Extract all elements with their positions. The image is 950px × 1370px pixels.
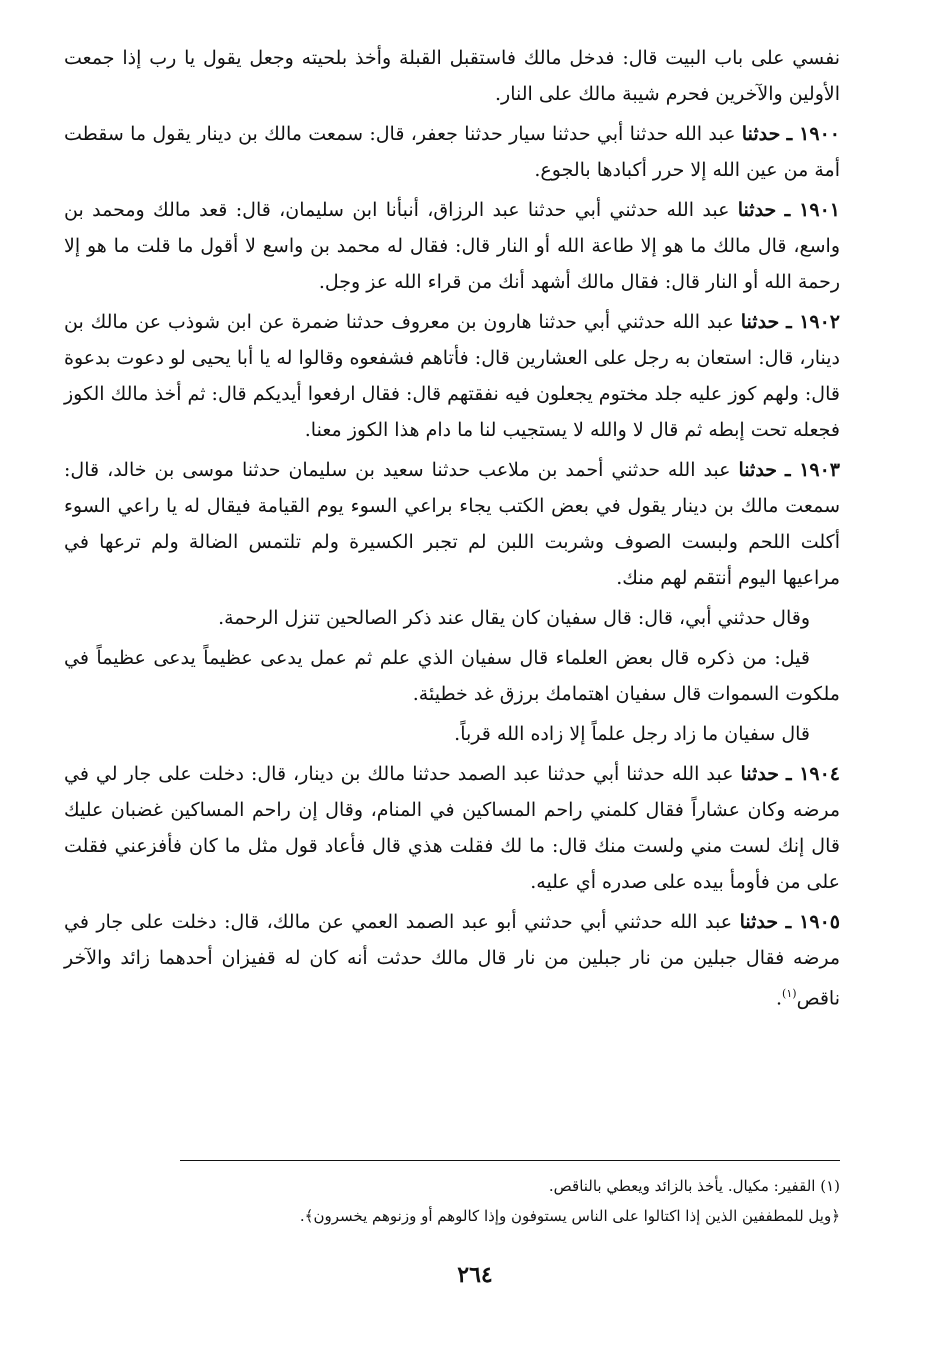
hadith-number: ١٩٠١ ـ	[784, 199, 840, 221]
hadith-lead: حدثنا	[737, 199, 777, 221]
paragraph-1903	[64, 452, 840, 596]
hadith-lead: حدثنا	[738, 459, 778, 481]
paragraph-sufyan-1	[64, 600, 840, 636]
footnote-1: (١) القفير: مكيال. يأخذ بالزائد ويعطي بالناقص.	[548, 1177, 840, 1195]
paragraph-sufyan-2	[64, 640, 840, 712]
paragraph-text: عبد الله حدثني أبي حدثنا هارون بن معروف حدثنا ضمرة عن ابن شوذب عن مالك بن دينار، قال: استعان به رجل على العشارين قال: فأتاهم فشفعوه وقالوا له يا أبا يحيى لو دعوت بدعوة قال: ولهم كوز عليه جلد مختوم يجعلون فيه نفقتهم قال: فقال ارفعوا أيديكم قال: ثم أخذ مالك الكوز فجعله تحت إبطه ثم قال لا والله لا يستجيب لنا ما دام هذا الكوز معنا.	[64, 311, 840, 441]
paragraph-text: عبد الله حدثني أبي حدثنا عبد الرزاق، أنبأنا ابن سليمان، قال: قعد مالك ومحمد بن واسع، قال مالك ما هو إلا طاعة الله أو النار قال: فقال له محمد بن واسع لا أقول ما قلت ما هو إلا رحمة الله أو النار قال: فقال مالك أشهد أنك من قراء الله عز وجل.	[64, 199, 840, 293]
paragraph-end: .	[776, 987, 783, 1010]
footnotes	[180, 1160, 840, 1231]
hadith-lead: حدثنا	[741, 123, 781, 145]
hadith-number: ١٩٠٠ ـ	[786, 123, 840, 145]
paragraph-text: نفسي على باب البيت قال: فدخل مالك فاستقبل القبلة وأخذ بلحيته وجعل يقول يا رب إذا جمعت الأولين والآخرين فحرم شيبة مالك على النار.	[64, 47, 840, 105]
hadith-lead: حدثنا	[740, 763, 779, 785]
paragraph-1902	[64, 304, 840, 448]
footnote-quran-verse: ﴿ويل للمطففين الذين إذا اكتالوا على الناس يستوفون وإذا كالوهم أو وزنوهم يخسرون﴾.	[299, 1207, 840, 1225]
paragraph-text: عبد الله حدثني أحمد بن ملاعب حدثنا سعيد بن سليمان حدثنا موسى بن خالد، قال: سمعت مالك بن دينار يقول في بعض الكتب يجاء براعي السوء يوم القيامة فيقال له يا راعي السوء أكلت اللحم ولبست الصوف وشربت اللبن لم تجبر الكسيرة ولم تلتمس الضالة ولم ترعها في مراعيها اليوم أنتقم لهم منك.	[64, 459, 840, 589]
hadith-lead: حدثنا	[740, 311, 780, 333]
paragraph-text: قيل: من ذكره قال بعض العلماء قال سفيان الذي علم ثم عمل يدعى عظيماً يدعى عظيماً في ملكوت السموات قال سفيان اهتمامك برزق غد خطيئة.	[64, 647, 840, 705]
paragraph-1901	[64, 192, 840, 300]
paragraph-0	[64, 40, 840, 112]
paragraph-text: وقال حدثني أبي، قال: قال سفيان كان يقال عند ذكر الصالحين تنزل الرحمة.	[218, 607, 810, 629]
hadith-number: ١٩٠٥ ـ	[785, 911, 840, 933]
footnote-reference: (١)	[782, 987, 797, 1000]
hadith-number: ١٩٠٢ ـ	[786, 311, 841, 333]
paragraph-1905	[64, 904, 840, 1016]
hadith-number: ١٩٠٣ ـ	[785, 459, 841, 481]
main-text	[64, 40, 840, 1020]
hadith-lead: حدثنا	[739, 911, 779, 933]
page-number: ٢٦٤	[457, 1262, 493, 1288]
paragraph-text: قال سفيان ما زاد رجل علماً إلا زاده الله قرباً.	[454, 723, 810, 745]
paragraph-text: عبد الله حدثني أبي حدثني أبو عبد الصمد العمي عن مالك، قال: دخلت على جار في مرضه فقال جبلين من نار جبلين من نار قال مالك حدثت أنه كان له قفيزان أحدهما زائد والآخر ناقص	[64, 911, 840, 1010]
paragraph-sufyan-3	[64, 716, 840, 752]
hadith-number: ١٩٠٤ ـ	[786, 763, 841, 785]
paragraph-text: عبد الله حدثنا أبي حدثنا عبد الصمد حدثنا مالك بن دينار، قال: دخلت على جار لي في مرضه وكان عشاراً فقال كلمني راحم المساكين في المنام، وقال إن راحم المساكين غضبان عليك قال إنك لست مني ولست منك قال: ما لك فقلت هذي قال فأعاد قول مثل ما كان فأفزعني فقلت على من فأومأ بيده على صدره أي عليه.	[64, 763, 840, 893]
paragraph-1900	[64, 116, 840, 188]
paragraph-text: عبد الله حدثنا أبي حدثنا سيار حدثنا جعفر، قال: سمعت مالك بن دينار يقول ما سقطت أمة من عين الله إلا حرر أكبادها بالجوع.	[64, 123, 840, 181]
paragraph-1904	[64, 756, 840, 900]
